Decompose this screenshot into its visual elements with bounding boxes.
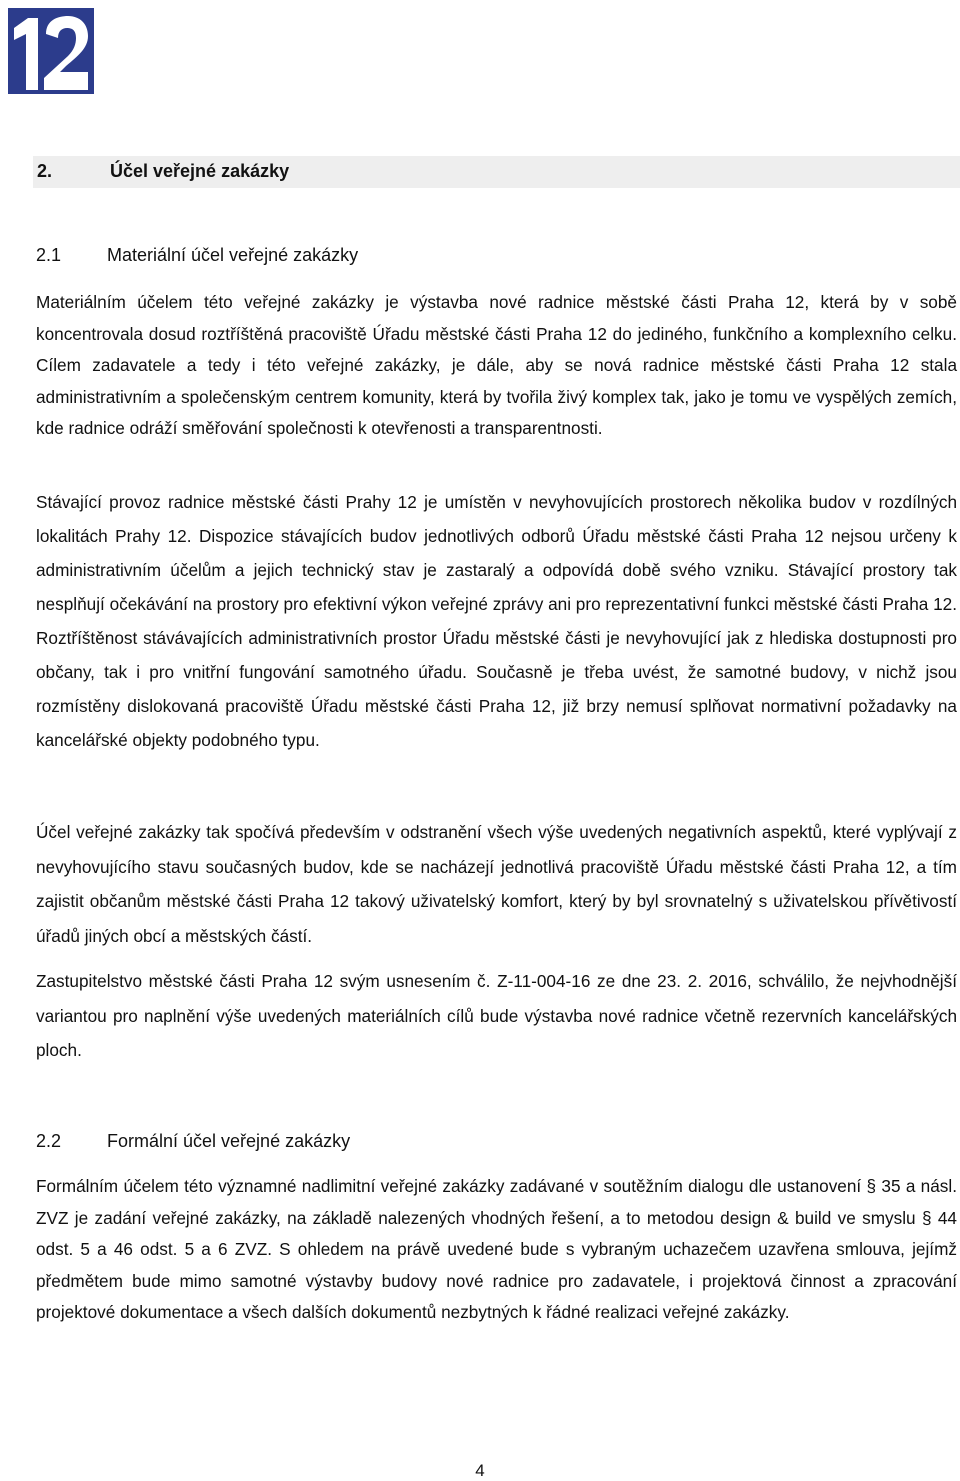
page-number: 4 (475, 1461, 485, 1480)
paragraph-material-purpose: Materiálním účelem této veřejné zakázky je výstavba nové radnice městské části Praha 12, která by v sobě koncentrovala dosud roztříštěná pracoviště Úřadu městské části Praha 12 do jediného, funkčního a komplexního celku. Cílem zadavatele a tedy i této veřejné zakázky, je dále, aby se nová radnice městské části Praha 12 stala administrativním a společenským centrem komunity, která by tvořila živý komplex tak, jako je tomu ve vyspělých zemích, kde radnice odráží směřování společnosti k otevřenosti a transparentnosti. (36, 292, 957, 438)
paragraph-purpose-summary: Účel veřejné zakázky tak spočívá především v odstranění všech výše uvedených negativních aspektů, které vyplývají z nevyhovujícího stavu současných budov, kde se nacházejí jednotlivá pracoviště Úřadu městské části Praha 12, a tím zajistit občanům městské části Praha 12 takový uživatelský komfort, který by byl srovnatelný s uživatelskou přívětivostí úřadů jiných obcí a městských částí. (36, 822, 957, 947)
subsection-number: 2.2 (36, 1131, 62, 1151)
subsection-heading-material (36, 245, 358, 266)
subsection-title: Materiální účel veřejné zakázky (107, 245, 359, 265)
subsection-heading-formal (36, 1131, 350, 1152)
paragraph-current-operation: Stávající provoz radnice městské části Prahy 12 je umístěn v nevyhovujících prostorech několika budov v rozdílných lokalitách Prahy 12. Dispozice stávajících budov jednotlivých odborů Úřadu městské části Praha 12 nejsou určeny k administrativním účelům a jejich technický stav je zastaralý a odpovídá době svého vzniku. Stávající prostory tak nesplňují očekávání na prostory pro efektivní výkon veřejné zprávy ani pro reprezentativní funkci městské části Praha 12. Roztříštěnost stávávajících administrativních prostor Úřadu městské části je nevyhovující jak z hlediska dostupnosti pro občany, tak i pro vnitřní fungování samotného úřadu. Současně je třeba uvést, že samotné budovy, v nichž jsou rozmístěny dislokovaná pracoviště Úřadu městské části Praha 12, již brzy nemusí splňovat normativní požadavky na kancelářské objekty podobného typu. (36, 492, 957, 750)
logo-mark (8, 8, 94, 94)
praha-12-logo (8, 8, 94, 94)
section-number: 2. (37, 161, 53, 181)
paragraph-council-resolution: Zastupitelstvo městské části Praha 12 svým usnesením č. Z-11-004-16 ze dne 23. 2. 2016, schválilo, že nejvhodnější variantou pro naplnění výše uvedených materiálních cílů bude výstavba nové radnice včetně rezervních kancelářských ploch. (36, 971, 957, 1061)
section-title: Účel veřejné zakázky (110, 161, 290, 181)
subsection-title: Formální účel veřejné zakázky (107, 1131, 351, 1151)
paragraph-formal-purpose: Formálním účelem této významné nadlimitní veřejné zakázky zadávané v soutěžním dialogu dle ustanovení § 35 a násl. ZVZ je zadání veřejné zakázky, na základě nalezených vhodných řešení, a to metodou design & build ve smyslu § 44 odst. 5 a 46 odst. 5 a 6 ZVZ. S ohledem na právě uvedené bude s vybraným uchazečem uzavřena smlouva, jejímž předmětem bude mimo samotné výstavby budovy nové radnice pro zadavatele, i projektová činnost a zpracování projektové dokumentace a všech dalších dokumentů nezbytných k řádné realizaci veřejné zakázky. (36, 1176, 957, 1322)
section-heading-bar (33, 156, 960, 188)
subsection-number: 2.1 (36, 245, 62, 265)
